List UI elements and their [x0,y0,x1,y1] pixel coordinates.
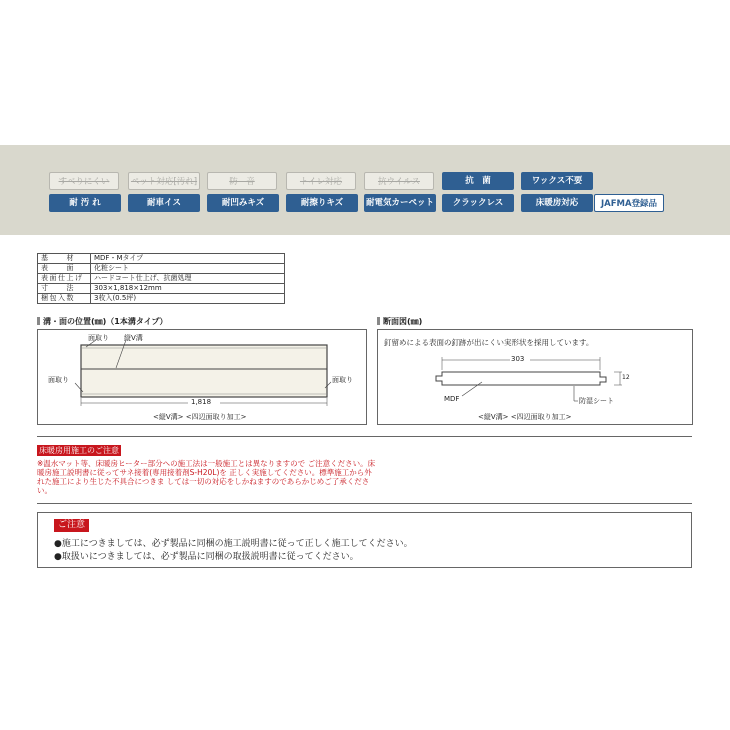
label-v-groove: 縦V溝 [124,334,143,342]
divider [37,503,692,504]
table-row [38,264,285,274]
section-title: 断面図(㎜) [377,316,422,327]
spec-key: 寸 法 [38,284,91,294]
notice-box [37,512,692,568]
feature-badge: 耐凹みキズ [207,194,279,212]
feature-badge: 防 音 [207,172,277,190]
feature-band [0,145,730,235]
table-row [38,284,285,294]
spec-value: 化粧シート [91,264,285,274]
label-moisture-sheet: 防湿シート [579,397,614,405]
spec-key: 表面仕上げ [38,274,91,284]
spec-value: 3枚入(0.5坪) [91,294,285,304]
spec-table [37,253,285,304]
floor-heating-text: ※温水マット等、床暖房ヒーター部分への施工法は一般施工とは異なりますので ご注意ください。床暖房施工説明書に従ってサネ接着(専用接着剤S-H20L)を 正しく実施してください。標準施工から外れた施工により生じた不具合につきま しては一切の対応をしかねますのであらかじめご了承ください。 [37,459,376,495]
feature-badge: 耐車イス [128,194,200,212]
table-row [38,294,285,304]
divider [37,436,692,437]
feature-badge: 耐擦りキズ [286,194,358,212]
notice-line: ●取扱いにつきましては、必ず製品に同梱の取扱説明書に従ってください。 [54,552,359,562]
section-diagram-box [377,329,693,425]
section-width: 303 [511,355,525,363]
spec-key: 表 面 [38,264,91,274]
feature-badge: すべりにくい [49,172,119,190]
section-description: 釘留めによる表面の釘跡が出にくい実形状を採用しています。 [384,338,594,347]
spec-value: 303×1,818×12mm [91,284,285,294]
feature-badge: 耐電気カーペット [364,194,436,212]
notice-tag: ご注意 [54,519,89,532]
spec-value: MDF・Mタイプ [91,254,285,264]
label-chamfer-left: 面取り [48,376,69,384]
table-row [38,254,285,264]
floor-heating-heading: 床暖房用施工のご注意 [39,446,119,455]
feature-badge: 耐 汚 れ [49,194,121,212]
spec-key: 梱包入数 [38,294,91,304]
feature-badge: ワックス不要 [521,172,593,190]
label-chamfer-right: 面取り [332,376,353,384]
groove-diagram-box [37,329,367,425]
section-caption: <縦V溝> <四辺面取り加工> [478,413,572,421]
label-mdf: MDF [444,395,460,403]
feature-badge: 床暖房対応 [521,194,593,212]
groove-diagram [38,330,366,424]
table-row [38,274,285,284]
section-diagram [378,330,692,424]
spec-value: ハードコート仕上げ、抗菌処理 [91,274,285,284]
feature-badge: 抗 菌 [442,172,514,190]
feature-badge: トイレ対応 [286,172,356,190]
feature-badge: ペット対応[汚れ] [128,172,200,190]
spec-key: 基 材 [38,254,91,264]
notice-line: ●施工につきましては、必ず製品に同梱の施工説明書に従って正しく施工してください。 [54,539,413,549]
feature-badge: クラックレス [442,194,514,212]
section-thickness: 12 [622,374,630,381]
groove-caption: <縦V溝> <四辺面取り加工> [153,413,247,421]
label-chamfer-top: 面取り [88,334,109,342]
groove-section-title: 溝・面の位置(㎜)（1本溝タイプ） [37,316,168,327]
jafma-badge: JAFMA登録品 [594,194,664,212]
dimension-length: 1,818 [191,398,212,406]
feature-badge: 抗ウイルス [364,172,434,190]
